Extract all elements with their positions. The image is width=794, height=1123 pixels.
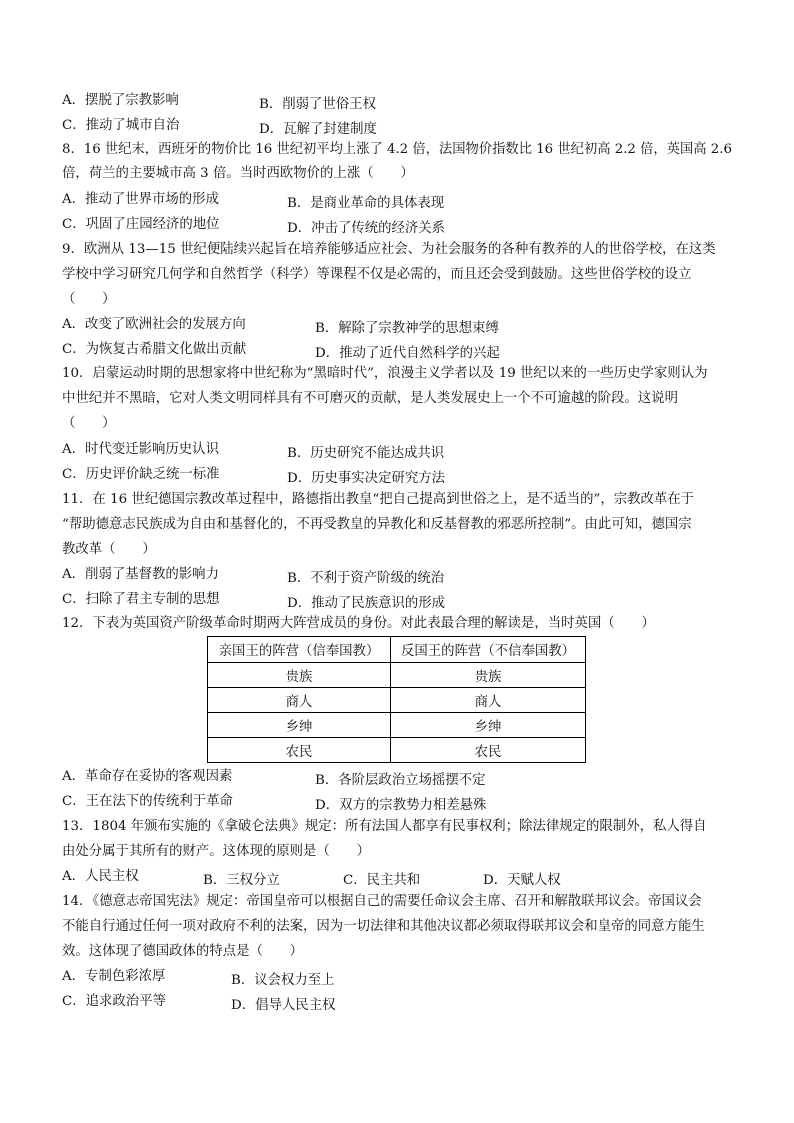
q14-option-c: C．追求政治平等 [62,994,166,1009]
identity-table [207,636,586,763]
table-cell: 商人 [391,688,586,713]
q11-stem-line1: 11．在 16 世纪德国宗教改革过程中，路德指出教皇“把自己提高到世俗之上，是不适当的”，宗教改革在于 [62,492,695,507]
q13-option-c: C．民主共和 [343,873,421,888]
q8-option-b: B．是商业革命的具体表现 [287,196,445,211]
table-row [208,713,586,738]
table-header-cell: 亲国王的阵营（信奉国教） [208,637,391,663]
q7-option-b: B．削弱了世俗王权 [259,97,376,112]
q8-stem-line1: 8．16 世纪末，西班牙的物价比 16 世纪初平均上涨了 4.2 倍，法国物价指数比 16 世纪初高 2.2 倍，英国高 2.6 [62,142,732,157]
table-cell: 贵族 [208,663,391,688]
q13-option-a: A．人民主权 [62,869,139,884]
q12-option-a: A．革命存在妥协的客观因素 [62,769,233,784]
q12-option-c: C．王在法下的传统利于革命 [62,794,233,809]
q14-stem-line3: 效。这体现了德国政体的特点是（ ） [62,944,304,959]
q11-option-d: D．推动了民族意识的形成 [287,596,446,611]
q10-option-b: B．历史研究不能达成共识 [287,446,445,461]
table-row [208,688,586,713]
q13-option-d: D．天赋人权 [483,873,561,888]
q10-option-a: A．时代变迁影响历史认识 [62,442,219,457]
table-cell: 商人 [208,688,391,713]
q14-option-d: D．倡导人民主权 [231,998,336,1013]
table-cell: 乡绅 [208,713,391,738]
table-row [208,663,586,688]
q11-option-c: C．扫除了君主专制的思想 [62,592,220,607]
table-header-cell: 反国王的阵营（不信奉国教） [391,637,586,663]
q14-option-a: A．专制色彩浓厚 [62,969,166,984]
table-cell: 农民 [391,738,586,763]
q10-option-d: D．历史事实决定研究方法 [287,471,446,486]
q13-stem-line2: 由处分属于其所有的财产。这体现的原则是（ ） [62,844,370,859]
q11-stem-line2: “帮助德意志民族成为自由和基督化的，不再受教皇的异教化和反基督教的邪恶所控制”。由此可知，德国宗 [62,517,692,532]
q9-option-a: A．改变了欧洲社会的发展方向 [62,317,246,332]
q12-option-b: B．各阶层政治立场摇摆不定 [315,773,486,788]
q11-stem-line3: 教改革（ ） [62,542,156,557]
q9-stem-line1: 9．欧洲从 13—15 世纪便陆续兴起旨在培养能够适应社会、为社会服务的各种有教养的人的世俗学校，在这类 [62,242,716,257]
q8-stem-line2: 倍，荷兰的主要城市高 3 倍。当时西欧物价的上涨（ ） [62,166,414,181]
table-header-row [208,637,586,663]
q7-option-d: D．瓦解了封建制度 [259,122,377,137]
q9-option-b: B．解除了宗教神学的思想束缚 [315,321,499,336]
q14-option-b: B．议会权力至上 [231,973,335,988]
q13-stem-line1: 13．1804 年颁布实施的《拿破仑法典》规定：所有法国人都享有民事权利；除法律规定的限制外，私人得自 [62,819,707,834]
q10-stem-line1: 10．启蒙运动时期的思想家将中世纪称为“黑暗时代”，浪漫主义学者以及 19 世纪以来的一些历史学家则认为 [62,366,708,381]
q14-stem-line2: 不能自行通过任何一项对政府不利的法案，因为一切法律和其他决议都必须取得联邦议会和皇帝的同意方能生 [62,919,705,934]
q9-option-c: C．为恢复古希腊文化做出贡献 [62,342,247,357]
q12-stem-line1: 12．下表为英国资产阶级革命时期两大阵营成员的身份。对此表最合理的解读是，当时英国（ ） [62,616,655,631]
table-cell: 乡绅 [391,713,586,738]
q10-stem-line3: （ ） [62,416,116,431]
table-row [208,738,586,763]
q10-stem-line2: 中世纪并不黑暗，它对人类文明同样具有不可磨灭的贡献，是人类发展史上一个不可逾越的阶段。这说明 [62,391,678,406]
table-cell: 农民 [208,738,391,763]
q9-stem-line2: 学校中学习研究几何学和自然哲学（科学）等课程不仅是必需的，而且还会受到鼓励。这些世俗学校的设立 [62,267,692,282]
q8-option-d: D．冲击了传统的经济关系 [287,221,446,236]
q9-stem-line3: （ ） [62,292,116,307]
table-cell: 贵族 [391,663,586,688]
q9-option-d: D．推动了近代自然科学的兴起 [315,346,500,361]
q11-option-b: B．不利于资产阶级的统治 [287,571,445,586]
q7-option-a: A．摆脱了宗教影响 [62,93,179,108]
q11-option-a: A．削弱了基督教的影响力 [62,567,219,582]
q7-option-c: C．推动了城市自治 [62,118,180,133]
q13-option-b: B．三权分立 [203,873,280,888]
q14-stem-line1: 14．《德意志帝国宪法》规定：帝国皇帝可以根据自己的需要任命议会主席、召开和解散联邦议会。帝国议会 [62,894,702,909]
q8-option-a: A．推动了世界市场的形成 [62,192,219,207]
q10-option-c: C．历史评价缺乏统一标准 [62,467,220,482]
q12-option-d: D．双方的宗教势力相差悬殊 [315,798,487,813]
q8-option-c: C．巩固了庄园经济的地位 [62,217,220,232]
